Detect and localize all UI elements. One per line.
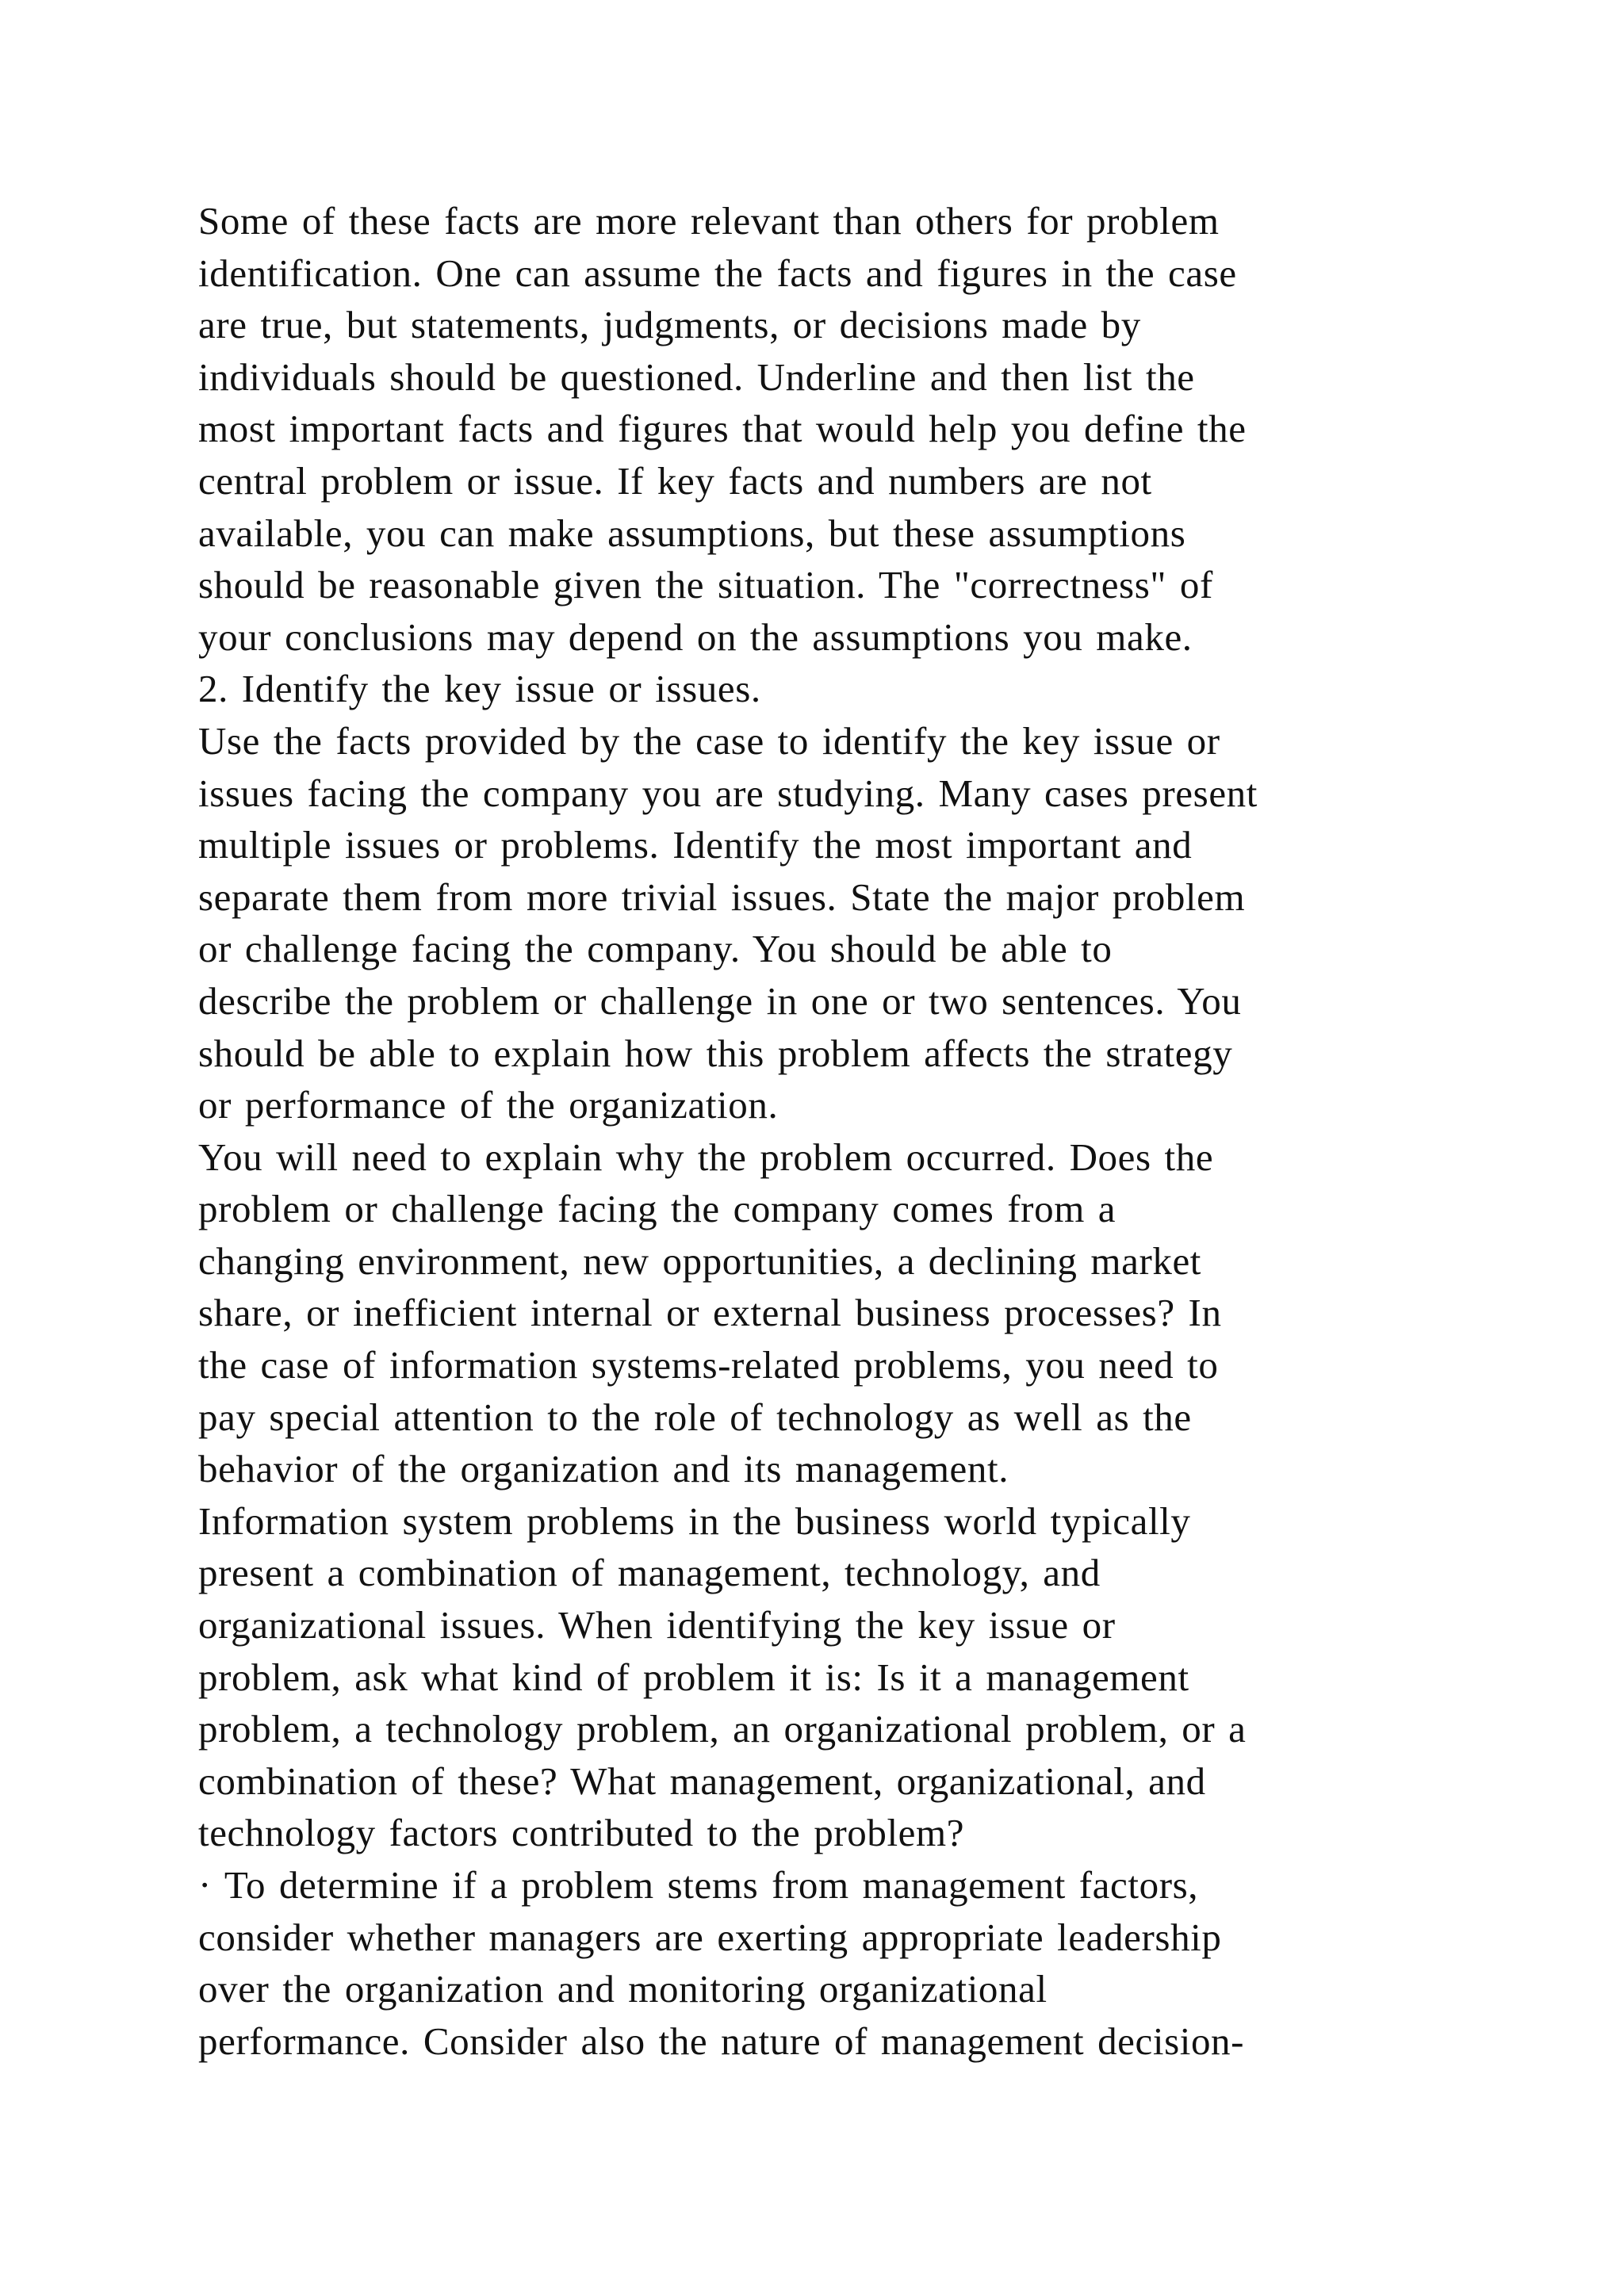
text-line: consider whether managers are exerting appropriate leadership: [198, 1915, 1222, 1959]
text-line: over the organization and monitoring organizational: [198, 1967, 1048, 2011]
text-line: Some of these facts are more relevant than others for problem: [198, 199, 1220, 243]
text-line: present a combination of management, technology, and: [198, 1551, 1101, 1595]
text-line: or challenge facing the company. You should be able to: [198, 927, 1113, 971]
text-line: multiple issues or problems. Identify the most important and: [198, 823, 1193, 867]
text-line: problem, ask what kind of problem it is: Is it a management: [198, 1655, 1189, 1699]
text-line: performance. Consider also the nature of management decision-: [198, 2019, 1245, 2063]
text-line: combination of these? What management, organizational, and: [198, 1758, 1206, 1803]
text-line: or performance of the organization.: [198, 1083, 779, 1127]
text-line: central problem or issue. If key facts and numbers are not: [198, 458, 1152, 503]
text-line: Use the facts provided by the case to identify the key issue or: [198, 718, 1220, 763]
text-line: problem, a technology problem, an organizational problem, or a: [198, 1707, 1247, 1751]
text-line: most important facts and figures that would help you define the: [198, 407, 1247, 451]
text-line: pay special attention to the role of technology as well as the: [198, 1395, 1192, 1439]
body-text: [198, 195, 1435, 2067]
text-line: your conclusions may depend on the assumptions you make.: [198, 614, 1193, 659]
text-line: organizational issues. When identifying the key issue or: [198, 1603, 1116, 1647]
section-heading: 2. Identify the key issue or issues.: [198, 667, 761, 711]
text-line: You will need to explain why the problem occurred. Does the: [198, 1135, 1214, 1179]
text-line: Information system problems in the business world typically: [198, 1498, 1191, 1543]
bullet-line: · To determine if a problem stems from management factors,: [198, 1863, 1199, 1907]
text-line: separate them from more trivial issues. State the major problem: [198, 874, 1246, 919]
text-line: available, you can make assumptions, but these assumptions: [198, 511, 1186, 555]
text-line: individuals should be questioned. Underline and then list the: [198, 354, 1195, 399]
text-line: issues facing the company you are studying. Many cases present: [198, 771, 1258, 815]
text-line: changing environment, new opportunities, a declining market: [198, 1238, 1202, 1283]
text-line: are true, but statements, judgments, or decisions made by: [198, 303, 1141, 347]
text-line: should be reasonable given the situation. The "correctness" of: [198, 563, 1213, 607]
text-line: the case of information systems-related problems, you need to: [198, 1343, 1219, 1387]
text-line: describe the problem or challenge in one or two sentences. You: [198, 978, 1242, 1023]
text-line: should be able to explain how this problem affects the strategy: [198, 1031, 1233, 1075]
text-line: identification. One can assume the facts and figures in the case: [198, 251, 1237, 295]
text-line: share, or inefficient internal or external business processes? In: [198, 1291, 1222, 1335]
text-line: problem or challenge facing the company comes from a: [198, 1187, 1116, 1231]
text-line: behavior of the organization and its management.: [198, 1447, 1009, 1491]
text-line: technology factors contributed to the problem?: [198, 1811, 965, 1855]
